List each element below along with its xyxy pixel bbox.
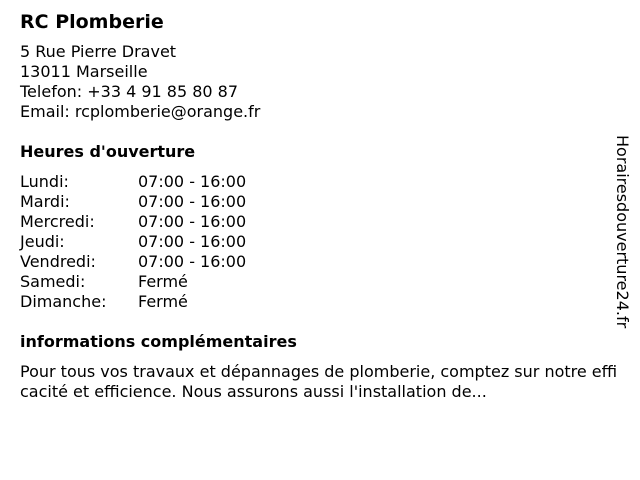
hours-row-wednesday: [20, 212, 608, 232]
day-label: Dimanche:: [20, 292, 107, 311]
day-label: Mardi:: [20, 192, 70, 211]
hours-row-tuesday: [20, 192, 608, 212]
phone-number: Telefon: +33 4 91 85 80 87: [20, 82, 239, 101]
hours-row-monday: [20, 172, 608, 192]
time-value: 07:00 - 16:00: [138, 172, 247, 191]
day-label: Vendredi:: [20, 252, 96, 271]
hours-row-sunday: [20, 292, 608, 312]
time-value: 07:00 - 16:00: [138, 192, 247, 211]
time-value: 07:00 - 16:00: [138, 212, 247, 231]
time-value: Fermé: [138, 272, 188, 291]
opening-hours-table: [20, 172, 608, 312]
additional-info-title: informations complémentaires: [20, 332, 297, 351]
time-value: Fermé: [138, 292, 188, 311]
day-label: Samedi:: [20, 272, 86, 291]
opening-hours-title: Heures d'ouverture: [20, 142, 196, 161]
day-label: Lundi:: [20, 172, 69, 191]
time-value: 07:00 - 16:00: [138, 252, 247, 271]
hours-row-saturday: [20, 272, 608, 292]
email-address: Email: rcplomberie@orange.fr: [20, 102, 261, 121]
additional-info-text: Pour tous vos travaux et dépannages de plomberie, comptez sur notre efficacité et efficience. Nous assurons aussi l'installation de...: [20, 362, 618, 401]
day-label: Mercredi:: [20, 212, 95, 231]
hours-row-thursday: [20, 232, 608, 252]
site-watermark: Horairesdouverture24.fr: [613, 135, 632, 329]
address-city: 13011 Marseille: [20, 62, 148, 81]
address-street: 5 Rue Pierre Dravet: [20, 42, 177, 61]
time-value: 07:00 - 16:00: [138, 232, 247, 251]
business-name: RC Plomberie: [20, 11, 164, 33]
business-card: [20, 10, 618, 402]
hours-row-friday: [20, 252, 608, 272]
day-label: Jeudi:: [20, 232, 65, 251]
